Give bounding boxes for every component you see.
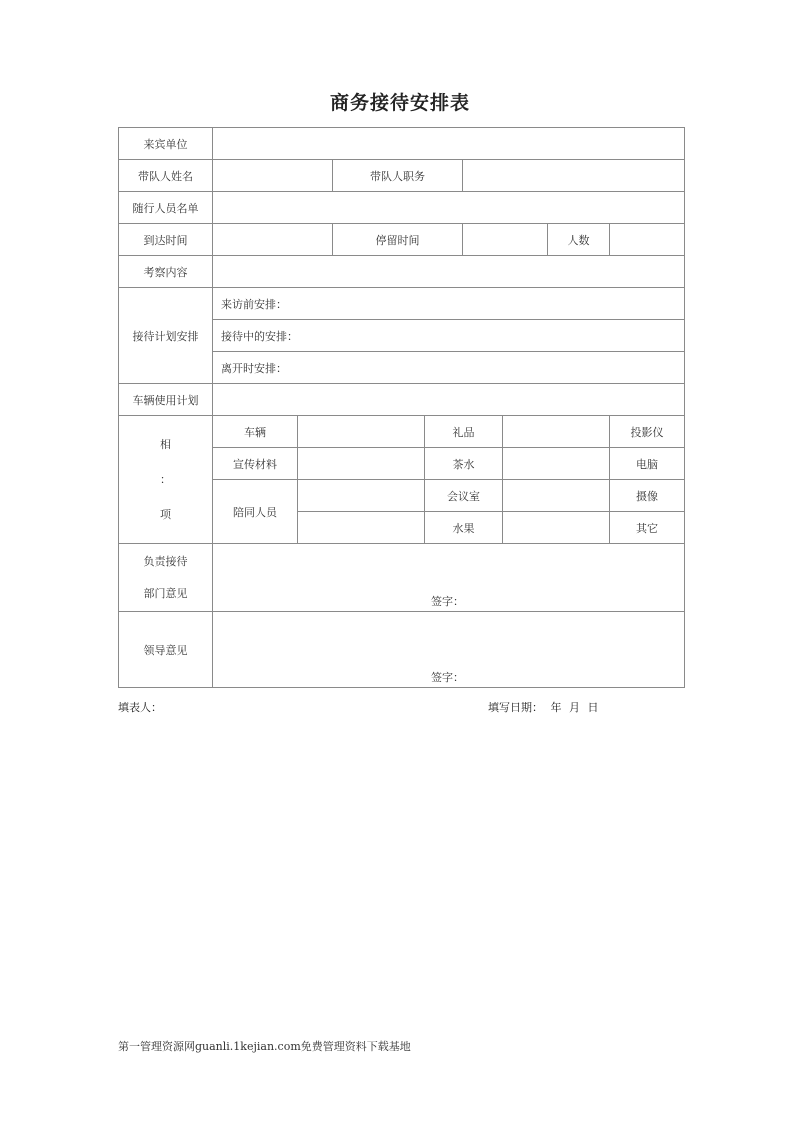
escort-field-a[interactable] <box>298 480 425 512</box>
dept-opinion-line2: 部门意见 <box>143 586 188 600</box>
fruit-field[interactable] <box>503 512 610 544</box>
inspection-label: 考察内容 <box>119 256 213 288</box>
leader-opinion-field[interactable] <box>213 612 685 688</box>
guest-unit-label: 来宾单位 <box>119 128 213 160</box>
items-label-line1: 相 <box>160 438 171 451</box>
projector-label: 投影仪 <box>610 416 685 448</box>
fill-date-label: 填写日期： 年 月 日 <box>488 701 599 714</box>
camera-label: 摄像 <box>610 480 685 512</box>
other-label: 其它 <box>610 512 685 544</box>
plan-during-field[interactable]: 接待中的安排： <box>213 320 685 352</box>
form-title: 商务接待安排表 <box>329 92 470 114</box>
leader-name-field[interactable] <box>213 160 333 192</box>
computer-label: 电脑 <box>610 448 685 480</box>
inspection-field[interactable] <box>213 256 685 288</box>
head-count-field[interactable] <box>610 224 685 256</box>
tea-field[interactable] <box>503 448 610 480</box>
plan-leave-field[interactable]: 离开时安排： <box>213 352 685 384</box>
promo-label: 宣传材料 <box>213 448 298 480</box>
dept-opinion-line1: 负责接待 <box>143 554 188 568</box>
fruit-label: 水果 <box>425 512 503 544</box>
arrival-time-field[interactable] <box>213 224 333 256</box>
filler-label: 填表人： <box>118 701 162 714</box>
arrival-time-label: 到达时间 <box>119 224 213 256</box>
leader-position-field[interactable] <box>463 160 685 192</box>
guest-unit-field[interactable] <box>213 128 685 160</box>
companions-field[interactable] <box>213 192 685 224</box>
vehicle-label: 车辆 <box>213 416 298 448</box>
leader-opinion-label: 领导意见 <box>119 612 213 688</box>
reception-form-table <box>118 127 685 688</box>
vehicle-field[interactable] <box>298 416 425 448</box>
plan-before-field[interactable]: 来访前安排： <box>213 288 685 320</box>
gift-field[interactable] <box>503 416 610 448</box>
items-label <box>119 416 213 544</box>
stay-time-field[interactable] <box>463 224 548 256</box>
gift-label: 礼品 <box>425 416 503 448</box>
escort-label: 陪同人员 <box>213 480 298 544</box>
leader-position-label: 带队人职务 <box>333 160 463 192</box>
stay-time-label: 停留时间 <box>333 224 463 256</box>
vehicle-plan-label: 车辆使用计划 <box>119 384 213 416</box>
companions-label: 随行人员名单 <box>119 192 213 224</box>
escort-field-b[interactable] <box>298 512 425 544</box>
meeting-room-label: 会议室 <box>425 480 503 512</box>
vehicle-plan-field[interactable] <box>213 384 685 416</box>
leader-name-label: 带队人姓名 <box>119 160 213 192</box>
plan-label: 接待计划安排 <box>119 288 213 384</box>
tea-label: 茶水 <box>425 448 503 480</box>
dept-sign-label: 签字： <box>431 595 464 608</box>
items-label-line2: ： <box>160 473 171 486</box>
items-label-line3: 项 <box>160 508 171 521</box>
dept-opinion-label <box>119 544 213 612</box>
head-count-label: 人数 <box>548 224 610 256</box>
dept-opinion-field[interactable] <box>213 544 685 612</box>
leader-sign-label: 签字： <box>431 671 464 684</box>
meeting-room-field[interactable] <box>503 480 610 512</box>
promo-field[interactable] <box>298 448 425 480</box>
source-note: 第一管理资源网guanli.1kejian.com免费管理资料下载基地 <box>118 1040 411 1053</box>
